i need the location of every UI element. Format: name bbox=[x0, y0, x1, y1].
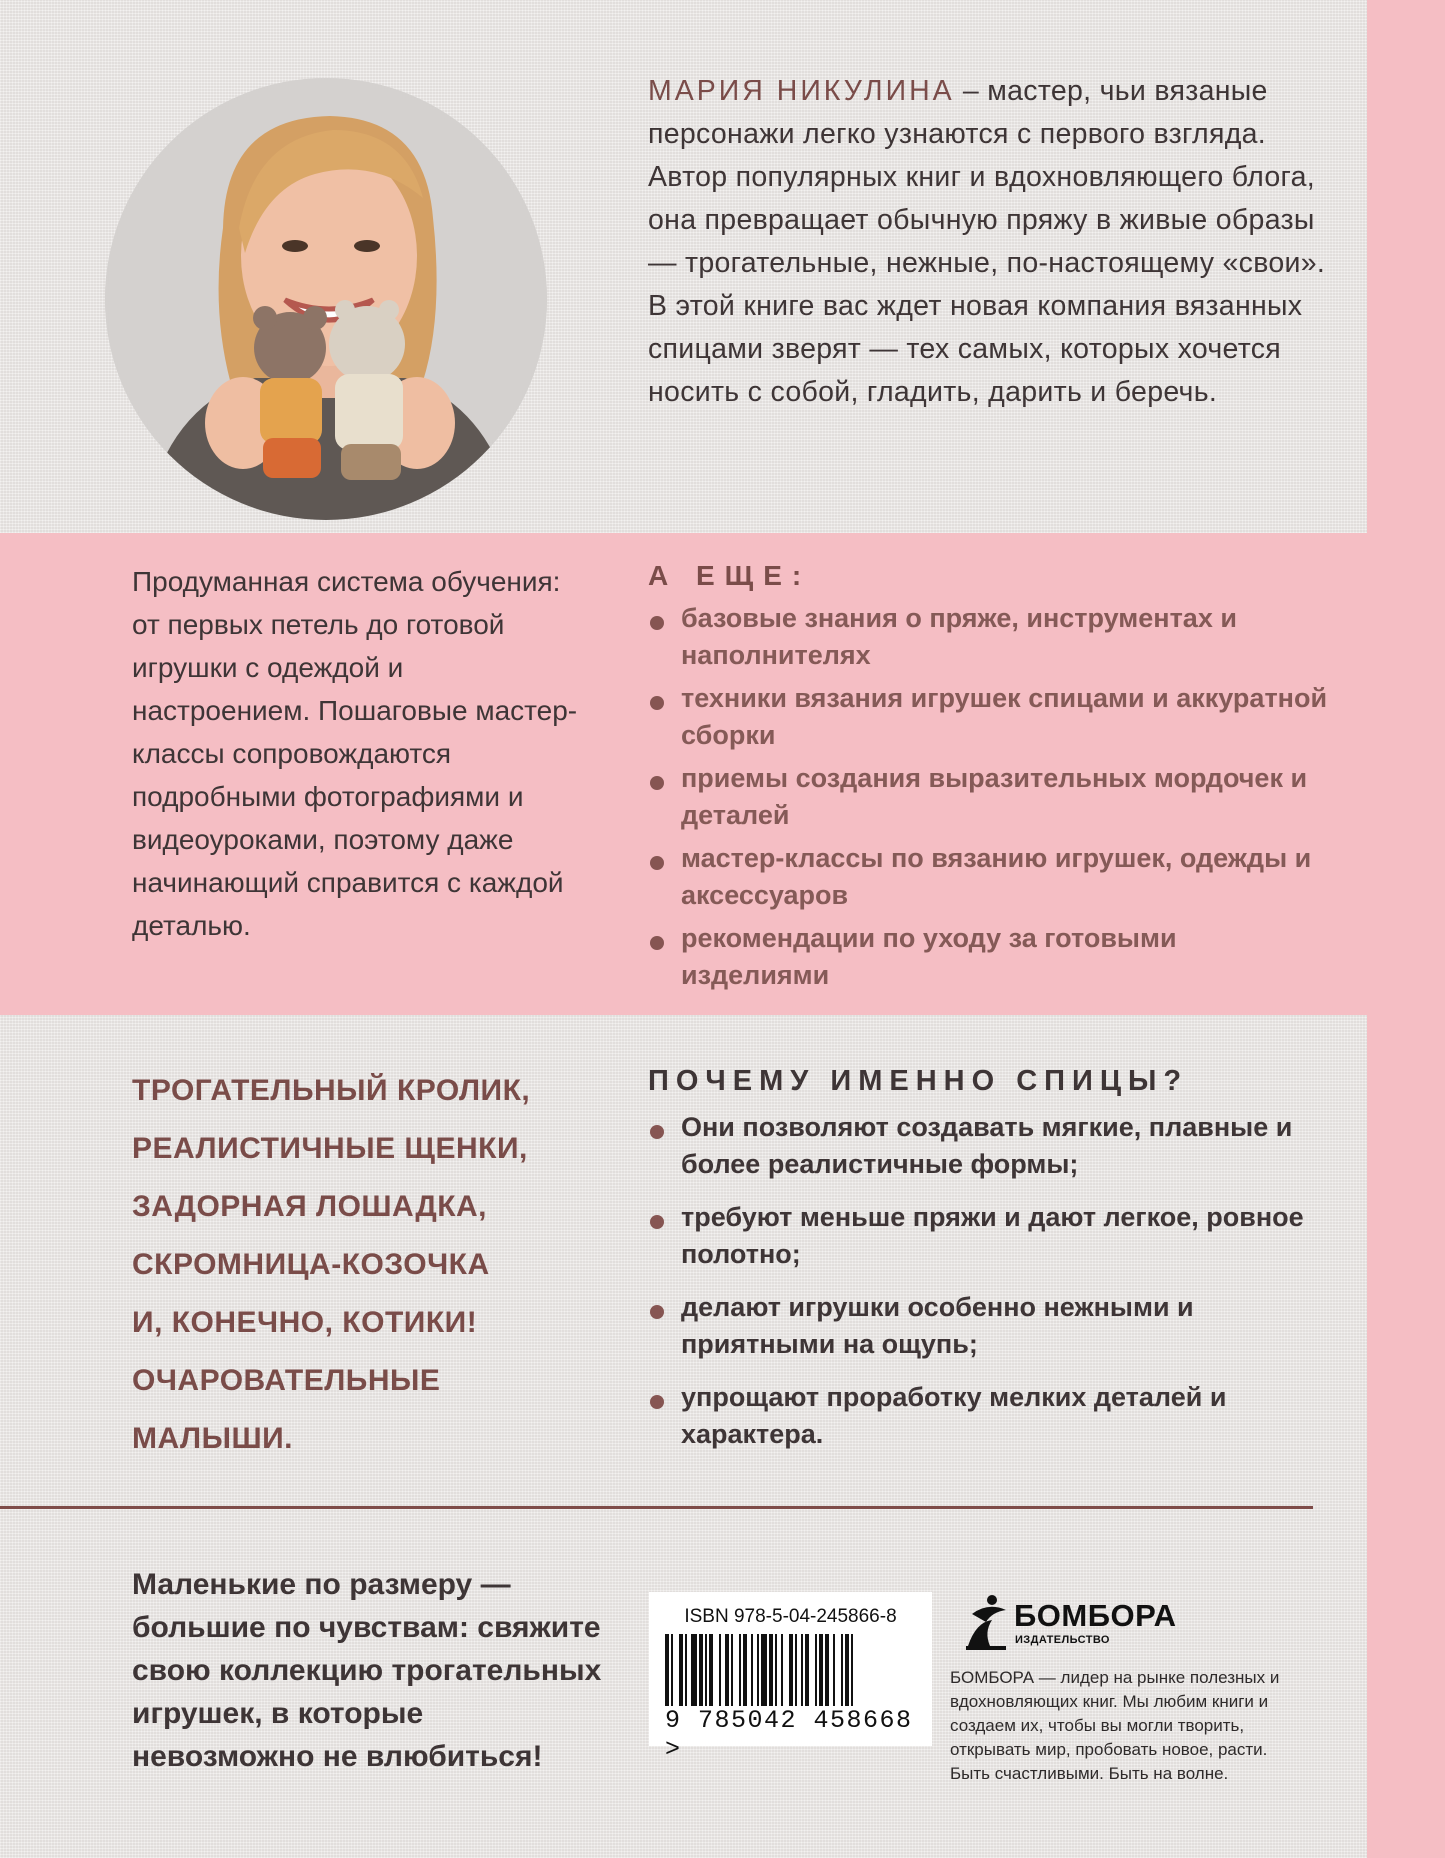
list-item: техники вязания игрушек спицами и аккуратной сборки bbox=[648, 680, 1328, 754]
list-item: требуют меньше пряжи и дают легкое, ровное полотно; bbox=[648, 1199, 1328, 1273]
also-heading: А ЕЩЕ: bbox=[648, 560, 812, 591]
character-line: И, КОНЕЧНО, КОТИКИ! bbox=[132, 1306, 478, 1339]
list-item: Они позволяют создавать мягкие, плавные и более реалистичные формы; bbox=[648, 1109, 1328, 1183]
list-item: приемы создания выразительных мордочек и деталей bbox=[648, 760, 1328, 834]
character-line: СКРОМНИЦА-КОЗОЧКА bbox=[132, 1248, 490, 1281]
publisher-logo bbox=[962, 1592, 1177, 1650]
character-line: ТРОГАТЕЛЬНЫЙ КРОЛИК, bbox=[132, 1074, 531, 1107]
publisher-description: БОМБОРА — лидер на рынке полезных и вдохновляющих книг. Мы любим книги и создаем их, чтобы вы могли творить, открывать мир, пробовать новое, расти. Быть счастливыми. Быть на волне. bbox=[950, 1668, 1280, 1783]
why-needles-heading: ПОЧЕМУ ИМЕННО СПИЦЫ? bbox=[648, 1065, 1189, 1097]
author-name: МАРИЯ НИКУЛИНА bbox=[648, 75, 955, 107]
author-photo bbox=[105, 78, 547, 520]
rider-icon bbox=[962, 1592, 1010, 1650]
slogan: Маленькие по размеру — большие по чувствам: свяжите свою коллекцию трогательных игрушек, в которые невозможно не влюбиться! bbox=[132, 1568, 602, 1773]
author-bio bbox=[648, 70, 1328, 414]
publisher-subtitle: ИЗДАТЕЛЬСТВО bbox=[1015, 1634, 1110, 1646]
list-item: рекомендации по уходу за готовыми изделиями bbox=[648, 920, 1328, 994]
why-needles-list bbox=[648, 1109, 1328, 1469]
barcode-digits: 9 785042 458668 > bbox=[665, 1706, 913, 1764]
author-bio-text: – мастер, чьи вязаные персонажи легко узнаются с первого взгляда. Автор популярных книг и вдохновляющего блога, она превращает обычную пряжу в живые образы — трогательные, нежные, по-настоящему «свои». В этой книге вас ждет новая компания вязанных спицами зверят — тех самых, которых хочется носить с собой, гладить, дарить и беречь. bbox=[648, 75, 1326, 408]
list-item: мастер-классы по вязанию игрушек, одежды и аксессуаров bbox=[648, 840, 1328, 914]
isbn-label: ISBN 978-5-04-245866-8 bbox=[684, 1606, 897, 1627]
character-line: РЕАЛИСТИЧНЫЕ ЩЕНКИ, bbox=[132, 1132, 528, 1165]
pink-spine-stripe bbox=[1367, 0, 1445, 1858]
character-line: ЗАДОРНАЯ ЛОШАДКА, bbox=[132, 1190, 488, 1223]
isbn-barcode bbox=[649, 1592, 932, 1764]
publisher-name: БОМБОРА bbox=[1014, 1598, 1177, 1633]
list-item: базовые знания о пряже, инструментах и наполнителях bbox=[648, 600, 1328, 674]
list-item: упрощают проработку мелких деталей и характера. bbox=[648, 1379, 1328, 1453]
learning-system-text: Продуманная система обучения: от первых петель до готовой игрушки с одеждой и настроением. Пошаговые мастер-классы сопровождаются подробными фотографиями и видеоуроками, поэтому даже начинающий справится с каждой деталью. bbox=[132, 566, 578, 941]
character-line: МАЛЫШИ. bbox=[132, 1422, 293, 1455]
section-divider bbox=[0, 1506, 1313, 1509]
barcode-icon bbox=[665, 1634, 919, 1706]
list-item: делают игрушки особенно нежными и приятными на ощупь; bbox=[648, 1289, 1328, 1363]
character-line: ОЧАРОВАТЕЛЬНЫЕ bbox=[132, 1364, 441, 1397]
also-list bbox=[648, 600, 1328, 1000]
characters-list bbox=[132, 1062, 530, 1468]
